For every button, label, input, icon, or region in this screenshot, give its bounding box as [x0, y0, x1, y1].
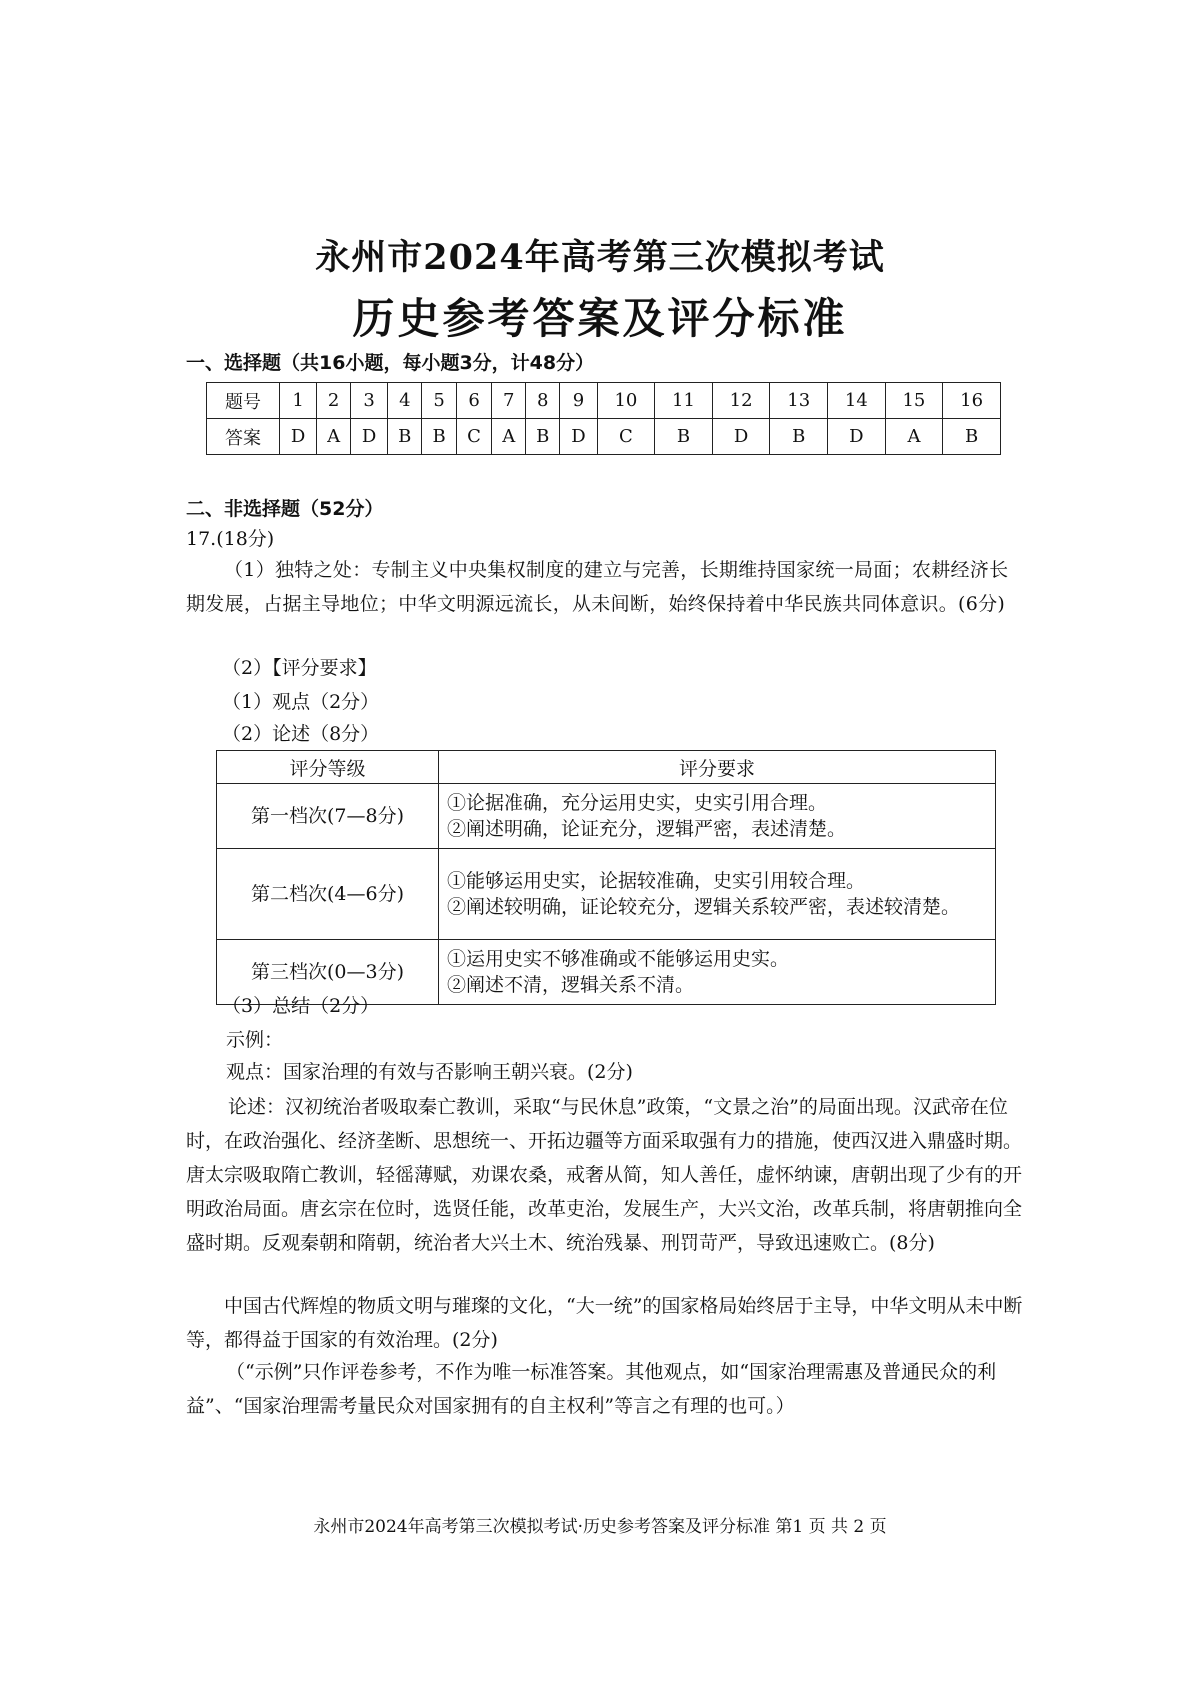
grade-requirement-line: ②阐述较明确，证论较充分，逻辑关系较严密，表述较清楚。: [447, 896, 961, 918]
answer-cell: D: [828, 419, 886, 455]
question-number: 2: [317, 383, 351, 419]
requirement-argument: （2）论述（8分）: [222, 723, 380, 745]
grade-requirement: [439, 849, 996, 940]
section2-heading: 二、非选择题（52分）: [186, 498, 384, 520]
part1-answer: （1）独特之处：专制主义中央集权制度的建立与完善，长期维持国家统一局面；农耕经济长期发展，占据主导地位；中华文明源远流长，从未间断，始终保持着中华民族共同体意识。(6分): [186, 559, 1009, 615]
question-number: 8: [526, 383, 560, 419]
exam-title: 永州市2024年高考第三次模拟考试: [315, 237, 885, 278]
example-conclusion: 中国古代辉煌的物质文明与璀璨的文化，“大一统”的国家格局始终居于主导，中华文明从未中断等，都得益于国家的有效治理。(2分): [186, 1295, 1023, 1351]
grading-row: [217, 784, 996, 849]
grade-level-header: 评分等级: [217, 751, 439, 784]
grade-requirement-line: ②阐述不清，逻辑关系不清。: [447, 974, 695, 996]
grading-header-row: [217, 751, 996, 784]
answer-cell: D: [560, 419, 597, 455]
grading-row: [217, 849, 996, 940]
question-number: 14: [828, 383, 886, 419]
question-number: 4: [388, 383, 422, 419]
question-number: 11: [655, 383, 713, 419]
answer-cell: D: [280, 419, 317, 455]
grade-level: 第三档次(0—3分): [217, 940, 439, 1005]
example-viewpoint: 观点：国家治理的有效与否影响王朝兴衰。(2分): [226, 1061, 633, 1083]
question-number: 6: [456, 383, 492, 419]
example-note: （“示例”只作评卷参考，不作为唯一标准答案。其他观点，如“国家治理需惠及普通民众的利益”、“国家治理需考量民众对国家拥有的自主权利”等言之有理的也可。）: [186, 1361, 997, 1417]
question-number: 9: [560, 383, 597, 419]
answer-cell: B: [655, 419, 713, 455]
row-label-answer: 答案: [207, 419, 280, 455]
answer-cell: A: [492, 419, 526, 455]
requirement-summary: （3）总结（2分）: [222, 995, 380, 1017]
question-number: 16: [943, 383, 1001, 419]
example-argument: 论述：汉初统治者吸取秦亡教训，采取“与民休息”政策，“文景之治”的局面出现。汉武帝在位时，在政治强化、经济垄断、思想统一、开拓边疆等方面采取强有力的措施，使西汉进入鼎盛时期。唐太宗吸取隋亡教训，轻徭薄赋，劝课农桑，戒奢从简，知人善任，虚怀纳谏，唐朝出现了少有的开明政治局面。唐玄宗在位时，选贤任能，改革吏治，发展生产，大兴文治，改革兵制，将唐朝推向全盛时期。反观秦朝和隋朝，统治者大兴土木、统治残暴、刑罚苛严，导致迅速败亡。(8分): [186, 1096, 1023, 1254]
question-number: 7: [492, 383, 526, 419]
grade-requirement-line: ②阐述明确，论证充分，逻辑严密，表述清楚。: [447, 818, 847, 840]
document-title: 历史参考答案及评分标准: [352, 294, 848, 343]
answer-cell: B: [422, 419, 456, 455]
grade-level: 第一档次(7—8分): [217, 784, 439, 849]
question-number: 1: [280, 383, 317, 419]
part2-heading: （2）【评分要求】: [222, 657, 377, 679]
question-17-label: 17.(18分): [186, 528, 275, 550]
answer-cell: B: [388, 419, 422, 455]
answer-cell: A: [885, 419, 943, 455]
answer-cell: B: [770, 419, 828, 455]
answer-cell: A: [317, 419, 351, 455]
requirement-viewpoint: （1）观点（2分）: [222, 691, 380, 713]
question-number: 15: [885, 383, 943, 419]
grade-requirement: [439, 784, 996, 849]
grading-table: [216, 750, 996, 1005]
answer-cell: B: [943, 419, 1001, 455]
answer-cell: C: [456, 419, 492, 455]
example-label: 示例：: [226, 1029, 284, 1051]
page-footer: 永州市2024年高考第三次模拟考试·历史参考答案及评分标准 第1 页 共 2 页: [313, 1517, 887, 1537]
question-number: 13: [770, 383, 828, 419]
grade-requirement-line: ①运用史实不够准确或不能够运用史实。: [447, 948, 790, 970]
question-number-row: [207, 383, 1001, 419]
answer-cell: B: [526, 419, 560, 455]
answer-cell: D: [712, 419, 770, 455]
grade-requirement-line: ①能够运用史实，论据较准确，史实引用较合理。: [447, 870, 866, 892]
question-number: 3: [350, 383, 387, 419]
row-label-question: 题号: [207, 383, 280, 419]
answer-table: [206, 382, 1001, 455]
question-number: 12: [712, 383, 770, 419]
answer-cell: C: [597, 419, 655, 455]
grade-requirement-line: ①论据准确，充分运用史实，史实引用合理。: [447, 792, 828, 814]
grade-level: 第二档次(4—6分): [217, 849, 439, 940]
answer-row: [207, 419, 1001, 455]
question-number: 10: [597, 383, 655, 419]
grade-requirement-header: 评分要求: [439, 751, 996, 784]
question-number: 5: [422, 383, 456, 419]
section1-heading: 一、选择题（共16小题，每小题3分，计48分）: [186, 352, 595, 374]
answer-cell: D: [350, 419, 387, 455]
